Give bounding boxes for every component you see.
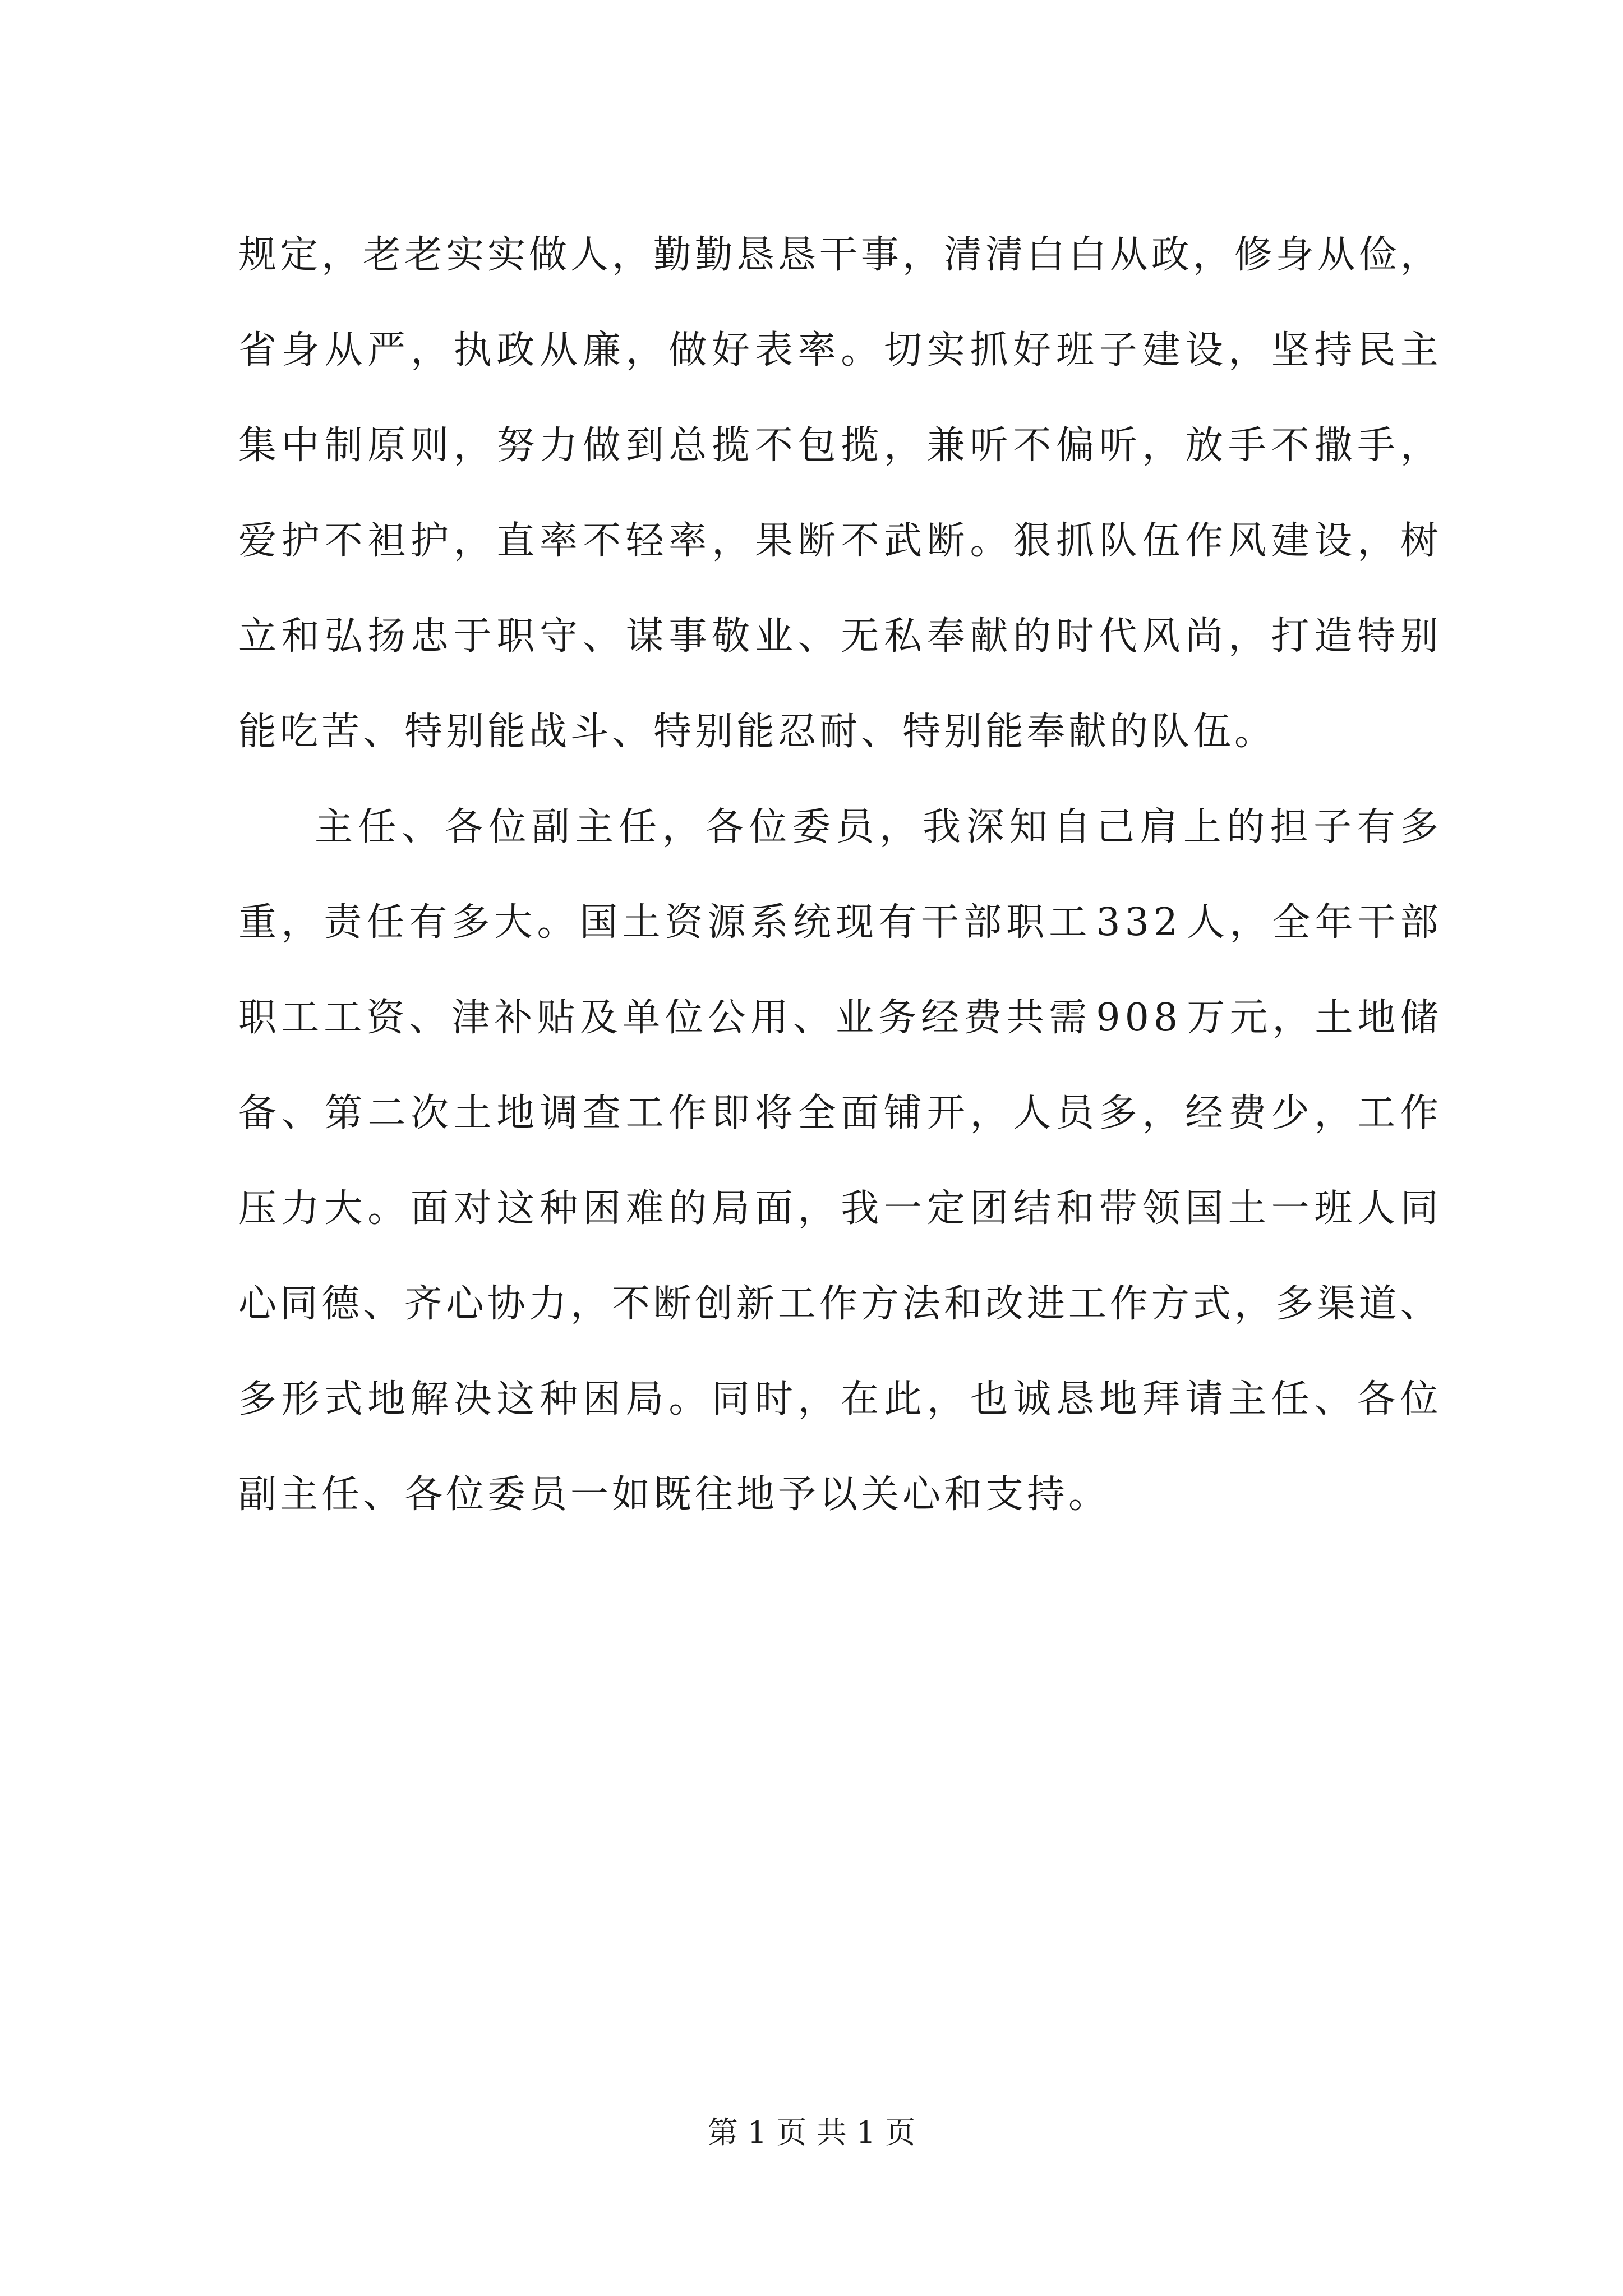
text-line: 能吃苦、特别能战斗、特别能忍耐、特别能奉献的队伍。	[238, 710, 1276, 754]
text-line: 副主任、各位委员一如既往地予以关心和支持。	[238, 1473, 1110, 1517]
text-line: 重 ， 责 任 有 多 大 。 国 土 资 源 系 统 现 有 干 部 职 工 3 3 2 人 ， 全 年 干 部	[238, 900, 1438, 945]
page-number-footer: 第 1 页 共 1 页	[707, 2115, 916, 2150]
text-line: 立 和 弘 扬 忠 于 职 守 、 谋 事 敬 业 、 无 私 奉 献 的 时 代 风 尚 ， 打 造 特 别	[238, 614, 1438, 659]
text-line: 备 、 第 二 次 土 地 调 查 工 作 即 将 全 面 铺 开 ， 人 员 多 ， 经 费 少 ， 工 作	[238, 1091, 1438, 1135]
text-line: 集 中 制 原 则 ， 努 力 做 到 总 揽 不 包 揽 ， 兼 听 不 偏 听 ， 放 手 不 撒 手 ，	[238, 424, 1438, 468]
paragraph-first-line: 主 任 、 各 位 副 主 任 ， 各 位 委 员 ， 我 深 知 自 己 肩 上 的 担 子 有 多	[315, 805, 1438, 849]
text-line: 省 身 从 严 ， 执 政 从 廉 ， 做 好 表 率 。 切 实 抓 好 班 子 建 设 ， 坚 持 民 主	[238, 328, 1438, 372]
text-line: 多 形 式 地 解 决 这 种 困 局 。 同 时 ， 在 此 ， 也 诚 恳 地 拜 请 主 任 、 各 位	[238, 1377, 1438, 1421]
text-line: 规 定 ， 老 老 实 实 做 人 ， 勤 勤 恳 恳 干 事 ， 清 清 白 白 从 政 ， 修 身 从 俭 ，	[238, 233, 1438, 277]
text-line: 心 同 德 、 齐 心 协 力 ， 不 断 创 新 工 作 方 法 和 改 进 工 作 方 式 ， 多 渠 道 、	[238, 1282, 1438, 1326]
text-line: 职 工 工 资 、 津 补 贴 及 单 位 公 用 、 业 务 经 费 共 需 9 0 8 万 元 ， 土 地 储	[238, 996, 1438, 1040]
text-line: 压 力 大 。 面 对 这 种 困 难 的 局 面 ， 我 一 定 团 结 和 带 领 国 土 一 班 人 同	[238, 1186, 1438, 1231]
document-body	[238, 208, 1438, 1543]
text-line: 爱 护 不 袒 护 ， 直 率 不 轻 率 ， 果 断 不 武 断 。 狠 抓 队 伍 作 风 建 设 ， 树	[238, 519, 1438, 563]
